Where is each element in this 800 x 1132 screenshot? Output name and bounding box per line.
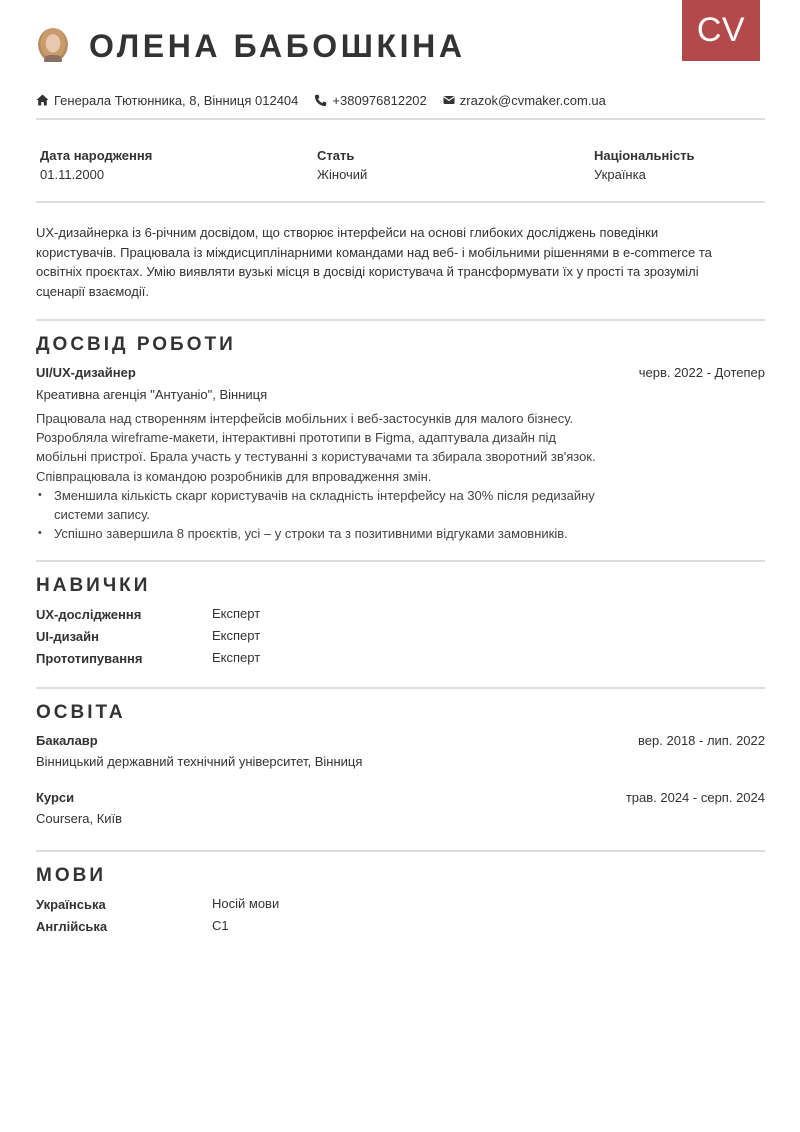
divider xyxy=(36,319,765,321)
education-degree: Курси xyxy=(36,790,75,805)
section-title-languages: МОВИ xyxy=(36,865,106,886)
envelope-icon xyxy=(443,95,455,105)
cv-badge: CV xyxy=(682,0,760,61)
divider xyxy=(36,687,765,689)
job-company: Креативна агенція "Антуаніо", Вінниця xyxy=(36,387,268,402)
education-institution: Coursera, Київ xyxy=(36,811,123,826)
summary-line: UX-дизайнерка із 6-річним досвідом, що створює інтерфейси на основі глибоких досліджень поведінки xyxy=(36,225,659,240)
education-degree: Бакалавр xyxy=(36,733,98,748)
contact-email[interactable] xyxy=(443,93,606,108)
summary-line: освітніх проєктах. Умію виявляти вузькі місця в досвіді користувача й трансформувати їх у прості та зрозумілі xyxy=(36,264,699,279)
skill-name: Прототипування xyxy=(36,651,143,666)
language-name: Українська xyxy=(36,897,106,912)
section-title-experience: ДОСВІД РОБОТИ xyxy=(36,334,236,355)
job-position: UI/UX-дизайнер xyxy=(36,365,136,380)
detail-birthdate xyxy=(40,146,152,184)
summary-line: сценарії взаємодії. xyxy=(36,283,149,299)
divider xyxy=(36,201,765,203)
job-description-line: Розробляла wireframe-макети, інтерактивні прототипи в Figma, адаптувала дизайн під xyxy=(36,430,557,446)
candidate-name: ОЛЕНА БАБОШКІНА xyxy=(89,28,466,64)
education-institution: Вінницький державний технічний університет, Вінниця xyxy=(36,754,363,769)
language-name: Англійська xyxy=(36,919,108,934)
phone-icon xyxy=(314,94,327,107)
language-level: Носій мови xyxy=(212,896,280,911)
education-dates: вер. 2018 - лип. 2022 xyxy=(638,733,765,748)
skill-level: Експерт xyxy=(212,606,261,621)
contact-phone[interactable] xyxy=(314,93,426,108)
home-icon xyxy=(36,94,49,106)
achievements-list xyxy=(36,486,636,544)
section-title-education: ОСВІТА xyxy=(36,702,126,723)
detail-value: 01.11.2000 xyxy=(40,167,105,182)
achievement-item: • Зменшила кількість скарг користувачів на складність інтерфейсу на 30% після редизайну системи запису. xyxy=(36,486,636,524)
divider xyxy=(36,850,765,852)
divider xyxy=(36,560,765,562)
contact-address xyxy=(36,93,298,108)
contact-bar xyxy=(36,90,622,110)
skill-level: Експерт xyxy=(212,650,261,665)
job-dates: черв. 2022 - Дотепер xyxy=(638,365,765,380)
detail-label: Стать xyxy=(317,148,355,163)
summary-line: користувачів. Працювала із міждисциплінарними командами над веб- і мобільними рішеннями в e-commerce та xyxy=(36,244,712,260)
education-dates: трав. 2024 - серп. 2024 xyxy=(625,790,765,805)
profile-summary xyxy=(36,223,765,301)
detail-value: Українка xyxy=(594,167,646,182)
detail-label: Національність xyxy=(594,148,695,163)
skill-level: Експерт xyxy=(212,628,261,643)
section-title-skills: НАВИЧКИ xyxy=(36,575,151,596)
detail-gender xyxy=(317,146,367,184)
language-level: C1 xyxy=(212,918,229,933)
skill-name: UX-дослідження xyxy=(36,607,142,622)
detail-label: Дата народження xyxy=(40,148,153,163)
achievement-item: • Успішно завершила 8 проєктів, усі – у строки та з позитивними відгуками замовників. xyxy=(36,524,636,543)
email-text[interactable]: zrazok@cvmaker.com.ua xyxy=(459,92,606,108)
phone-text[interactable]: +380976812202 xyxy=(332,92,427,108)
address-text: Генерала Тютюнника, 8, Вінниця 012404 xyxy=(54,92,299,108)
job-description-line: Працювала над створенням інтерфейсів мобільних і веб-застосунків для малого бізнесу. xyxy=(36,411,574,426)
divider xyxy=(36,118,765,120)
job-description-line: Співпрацювала із командою розробників для впровадження змін. xyxy=(36,468,432,484)
job-description xyxy=(36,409,636,543)
avatar xyxy=(38,28,68,62)
job-description-line: мобільні пристрої. Брала участь у тестуванні з користувачами та збирала зворотний зв'язок. xyxy=(36,449,596,465)
detail-nationality xyxy=(594,146,695,184)
detail-value: Жіночий xyxy=(317,167,368,182)
skill-name: UI-дизайн xyxy=(36,629,99,644)
